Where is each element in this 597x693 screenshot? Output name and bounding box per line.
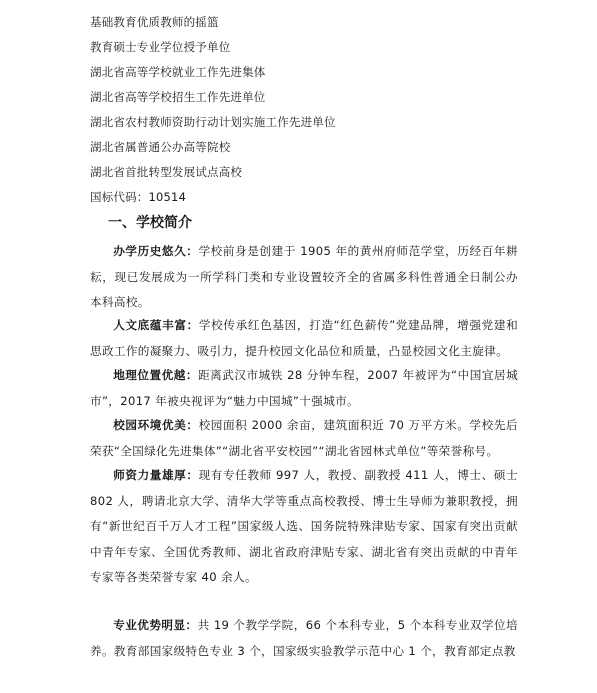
honor-line: 基础教育优质教师的摇篮 bbox=[90, 15, 219, 29]
honor-line: 湖北省高等学校招生工作先进单位 bbox=[90, 90, 266, 104]
paragraph-lead: 地理位置优越： bbox=[113, 368, 199, 382]
paragraph-lead: 人文底蕴丰富： bbox=[113, 318, 199, 332]
paragraph-majors bbox=[90, 613, 518, 664]
paragraph-body: 共 19 个教学学院，66 个本科专业，5 个本科专业双学位培养。教育部国家级特色专业 3 个，国家级实验教学示范中心 1 个，教育部定点教 bbox=[90, 618, 519, 658]
paragraph-body: 学校前身是创建于 1905 年的黄州府师范学堂，历经百年耕耘，现已发展成为一所学科门类和专业设置较齐全的省属多科性普通全日制公办本科高校。 bbox=[90, 244, 519, 309]
paragraph-body: 现有专任教师 997 人，教授、副教授 411 人，博士、硕士 802 人，聘请北京大学、清华大学等重点高校教授、博士生导师为兼职教授，拥有“新世纪百千万人才工程”国家级人选、国务院特殊津贴专家、国家有突出贡献中青年专家、全国优秀教师、湖北省政府津贴专家、湖北省有突出贡献的中青年专家等各类荣誉专家 40 余人。 bbox=[90, 468, 518, 584]
paragraph-body: 学校传承红色基因，打造“红色薪传”党建品牌，增强党建和思政工作的凝聚力、吸引力，提升校园文化品位和质量，凸显校园文化主旋律。 bbox=[90, 318, 519, 358]
paragraph-history bbox=[90, 239, 518, 316]
honor-line: 湖北省农村教师资助行动计划实施工作先进单位 bbox=[90, 115, 336, 129]
paragraph-lead: 师资力量雄厚： bbox=[113, 468, 199, 482]
paragraph-location bbox=[90, 363, 518, 414]
section-title: 一、学校简介 bbox=[108, 215, 192, 231]
honor-line: 湖北省高等学校就业工作先进集体 bbox=[90, 65, 266, 79]
national-code: 国标代码：10514 bbox=[90, 190, 187, 204]
paragraph-lead: 办学历史悠久： bbox=[113, 244, 199, 258]
honor-line: 教育硕士专业学位授予单位 bbox=[90, 40, 231, 54]
paragraph-body: 校园面积 2000 余亩，建筑面积近 70 万平方米。学校先后荣获“全国绿化先进集体”“湖北省平安校园”“湖北省园林式单位”等荣誉称号。 bbox=[90, 418, 518, 458]
paragraph-lead: 校园环境优美： bbox=[113, 418, 199, 432]
paragraph-campus bbox=[90, 413, 518, 464]
honor-line: 湖北省首批转型发展试点高校 bbox=[90, 165, 243, 179]
honor-line: 湖北省属普通公办高等院校 bbox=[90, 140, 231, 154]
paragraph-faculty bbox=[90, 463, 518, 591]
paragraph-lead: 专业优势明显： bbox=[113, 618, 198, 632]
paragraph-body: 距离武汉市城铁 28 分钟车程，2007 年被评为“中国宜居城市”，2017 年被央视评为“魅力中国城”十强城市。 bbox=[90, 368, 519, 408]
paragraph-culture bbox=[90, 313, 518, 364]
